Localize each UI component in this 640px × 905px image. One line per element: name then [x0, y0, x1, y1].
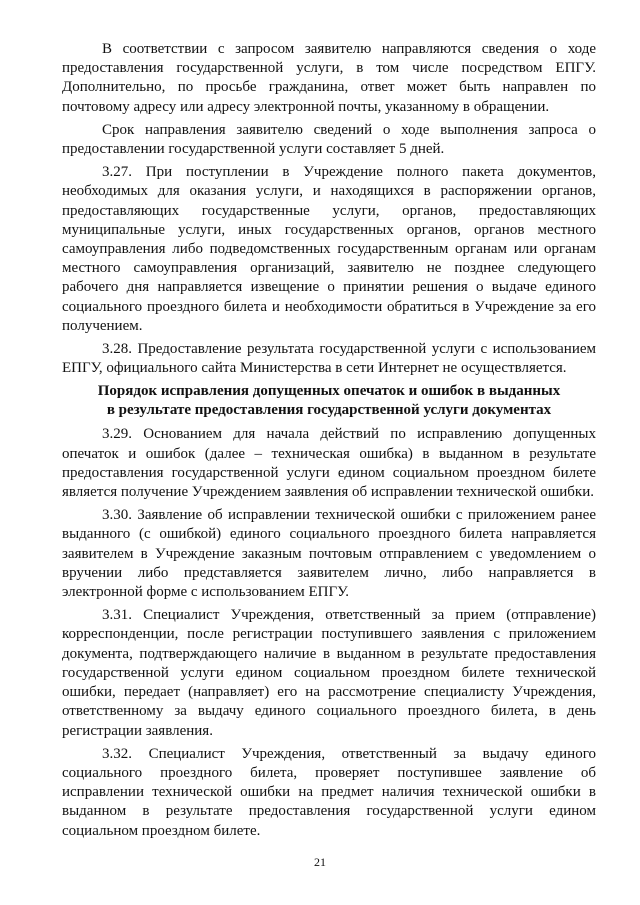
paragraph-3-31: 3.31. Специалист Учреждения, ответственный за прием (отправление) корреспонденции, после регистрации поступившего заявления с приложением документа, подтверждающего наличие в выданном в результате предоставления государственной услуги едином социальном проездном билете технической ошибки, передает (направляет) его на рассмотрение специалисту Учреждения, ответственному за выдачу единого социального проездного билета, в день регистрации заявления. [62, 607, 596, 739]
paragraph-3-29: 3.29. Основанием для начала действий по исправлению допущенных опечаток и ошибок (далее – техническая ошибка) в выданном в результате предоставления государственной услуги едином социальном проездном билете является получение Учреждением заявления об исправлении технической ошибки. [62, 426, 596, 501]
paragraph-status-deadline: Срок направления заявителю сведений о ходе выполнения запроса о предоставлении государственной услуги составляет 5 дней. [62, 121, 596, 158]
section-heading [62, 382, 596, 419]
section-heading-line-2: в результате предоставления государственной услуги документах [106, 401, 552, 418]
paragraph-3-30: 3.30. Заявление об исправлении технической ошибки с приложением ранее выданного (с ошибкой) единого социального проездного билета направляется заявителем в Учреждение заказным почтовым отправлением с уведомлением о вручении либо представляется заявителем лично, либо направляется в электронной форме с использованием ЕПГУ. [62, 507, 596, 601]
section-heading-line-1: Порядок исправления допущенных опечаток и ошибок в выданных [97, 383, 561, 400]
paragraph-status-info: В соответствии с запросом заявителю направляются сведения о ходе предоставления государственной услуги, в том числе посредством ЕПГУ. Дополнительно, по просьбе гражданина, ответ может быть направлен по почтовому адресу или адресу электронной почты, указанному в обращении. [62, 41, 596, 115]
page-number: 21 [314, 855, 326, 869]
paragraph-3-28: 3.28. Предоставление результата государственной услуги с использованием ЕПГУ, официального сайта Министерства в сети Интернет не осуществляется. [62, 341, 596, 377]
paragraph-3-32: 3.32. Специалист Учреждения, ответственный за выдачу единого социального проездного билета, проверяет поступившее заявление об исправлении технической ошибки на предмет наличия технической ошибки в выданном в результате предоставления государственной услуги едином социальном проездном билете. [62, 745, 596, 839]
paragraph-3-27: 3.27. При поступлении в Учреждение полного пакета документов, необходимых для оказания услуги, и находящихся в распоряжении органов, предоставляющих государственные услуги, органов, предоставляющих муниципальные услуги, иных государственных органов, органов местного самоуправления либо подведомственных государственным органам или органам местного самоуправления организаций, заявителю не позднее следующего рабочего дня направляется извещение о принятии решения о выдаче единого социального проездного билета и необходимости обратиться в Учреждение за его получением. [62, 164, 596, 334]
document-page [62, 40, 596, 845]
